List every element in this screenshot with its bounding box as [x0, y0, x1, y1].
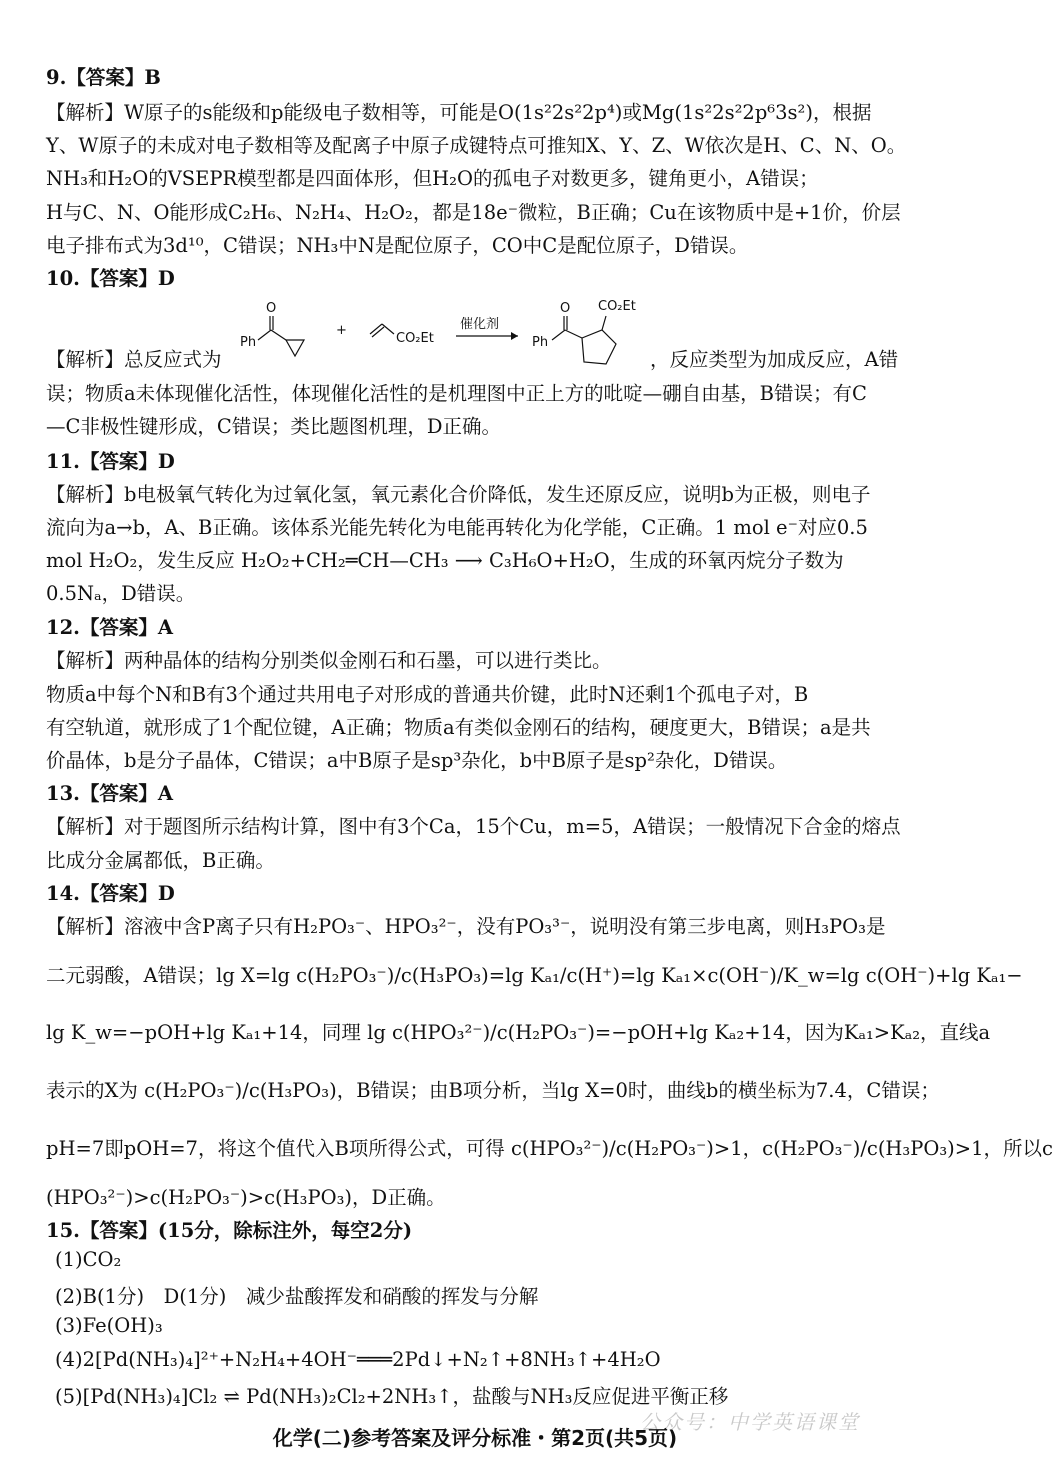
q13-analysis-line-1: 【解析】对于题图所示结构计算，图中有3个Ca，15个Cu，m=5，A错误；一般情况下合金的熔点	[46, 815, 901, 838]
q15-answer-2: (2)B(1分) D(1分) 减少盐酸挥发和硝酸的挥发与分解	[55, 1285, 539, 1308]
q12-analysis-line-2: 物质a中每个N和B有3个通过共用电子对形成的普通共价键，此时N还剩1个孤电子对，B	[46, 683, 809, 706]
cyclopropyl-ketone-structure	[240, 301, 304, 356]
q12-analysis-line-3: 有空轨道，就形成了1个配位键，A正确；物质a有类似金刚石的结构，硬度更大，B错误；a是共	[46, 716, 871, 739]
q12-answer-heading: 12.【答案】A	[46, 616, 174, 639]
q9-analysis-line-5: 电子排布式为3d¹⁰，C错误；NH₃中N是配位原子，CO中C是配位原子，D错误。	[46, 234, 749, 257]
q15-answer-heading: 15.【答案】(15分，除标注外，每空2分)	[46, 1219, 413, 1242]
q11-analysis-line-2: 流向为a→b，A、B正确。该体系光能先转化为电能再转化为化学能，C正确。1 mol e⁻对应0.5	[46, 516, 868, 539]
rxn-co2et2: CO₂Et	[598, 299, 636, 314]
q14-answer-heading: 14.【答案】D	[46, 882, 175, 905]
q14-analysis-line-6: (HPO₃²⁻)>c(H₂PO₃⁻)>c(H₃PO₃)，D正确。	[46, 1186, 446, 1209]
q15-answer-4: (4)2[Pd(NH₃)₄]²⁺+N₂H₄+4OH⁻═══2Pd↓+N₂↑+8NH₃↑+4H₂O	[55, 1348, 661, 1371]
q11-analysis-line-4: 0.5Nₐ，D错误。	[46, 582, 196, 605]
q9-analysis-line-2: Y、W原子的未成对电子数相等及配离子中原子成键特点可推知X、Y、Z、W依次是H、C、N、O。	[46, 134, 907, 157]
q11-analysis-line-1: 【解析】b电极氧气转化为过氧化氢，氧元素化合价降低，发生还原反应，说明b为正极，则电子	[46, 483, 871, 506]
page-footer: 化学(二)参考答案及评分标准・第2页(共5页)	[272, 1426, 678, 1450]
q14-analysis-line-4: 表示的X为 c(H₂PO₃⁻)/c(H₃PO₃)，B错误；由B项分析，当lg X=0时，曲线b的横坐标为7.4，C错误；	[46, 1079, 940, 1102]
cyclopropane-ring	[286, 340, 304, 356]
q14-analysis-line-3: lg K_w=−pOH+lg Kₐ₁+14，同理 lg c(HPO₃²⁻)/c(H₂PO₃⁻)=−pOH+lg Kₐ₂+14，因为Kₐ₁>Kₐ₂，直线a	[46, 1021, 991, 1044]
q15-answer-1: (1)CO₂	[55, 1248, 122, 1271]
product-structure	[532, 299, 636, 364]
q10-answer-heading: 10.【答案】D	[46, 267, 175, 290]
q9-analysis-line-3: NH₃和H₂O的VSEPR模型都是四面体形，但H₂O的孤电子对数更多，键角更小，A错误；	[46, 167, 819, 190]
q11-analysis-line-3: mol H₂O₂，发生反应 H₂O₂+CH₂═CH—CH₃ ⟶ C₃H₆O+H₂O，生成的环氧丙烷分子数为	[46, 549, 844, 572]
rxn-plus: +	[336, 323, 347, 338]
rxn-ph1: Ph	[240, 335, 257, 350]
rxn-co2et1: CO₂Et	[396, 331, 434, 346]
q10-analysis-line-3: —C非极性键形成，C错误；类比题图机理，D正确。	[46, 415, 501, 438]
arrow-head	[511, 332, 518, 340]
q12-analysis-line-1: 【解析】两种晶体的结构分别类似金刚石和石墨，可以进行类比。	[46, 649, 612, 672]
rxn-o2: O	[560, 301, 571, 316]
q12-analysis-line-4: 价晶体，b是分子晶体，C错误；a中B原子是sp³杂化，b中B原子是sp²杂化，D错误。	[46, 749, 788, 772]
q10-analysis-line-2: 误；物质a未体现催化活性，体现催化活性的是机理图中正上方的吡啶—硼自由基，B错误；有C	[46, 382, 867, 405]
q13-analysis-line-2: 比成分金属都低，B正确。	[46, 849, 275, 872]
acrylate-structure	[370, 324, 434, 346]
q14-analysis-line-1: 【解析】溶液中含P离子只有H₂PO₃⁻、HPO₃²⁻，没有PO₃³⁻，说明没有第三步电离，则H₃PO₃是	[46, 915, 886, 938]
q9-answer-heading: 9.【答案】B	[46, 66, 161, 89]
watermark: 公众号：中学英语课堂	[640, 1410, 860, 1434]
rxn-o1: O	[266, 301, 277, 316]
q15-answer-3: (3)Fe(OH)₃	[55, 1314, 163, 1337]
q10-analysis-line-1: ，反应类型为加成反应，A错	[650, 348, 899, 371]
q11-answer-heading: 11.【答案】D	[46, 450, 175, 473]
cyclopentane-ring	[582, 330, 616, 364]
rxn-catalyst: 催化剂	[460, 317, 500, 332]
q14-analysis-line-5: pH=7即pOH=7，将这个值代入B项所得公式，可得 c(HPO₃²⁻)/c(H₂PO₃⁻)>1，c(H₂PO₃⁻)/c(H₃PO₃)>1，所以c	[46, 1137, 1053, 1160]
rxn-ph2: Ph	[532, 335, 549, 350]
q13-answer-heading: 13.【答案】A	[46, 782, 174, 805]
q9-analysis-line-4: H与C、N、O能形成C₂H₆、N₂H₄、H₂O₂，都是18e⁻微粒，B正确；Cu在该物质中是+1价，价层	[46, 201, 901, 224]
reaction-scheme	[232, 294, 652, 374]
q14-analysis-line-2: 二元弱酸，A错误；lg X=lg c(H₂PO₃⁻)/c(H₃PO₃)=lg Kₐ₁/c(H⁺)=lg Kₐ₁×c(OH⁻)/K_w=lg c(OH⁻)+lg Kₐ₁−	[46, 964, 1023, 987]
q10-analysis-prefix: 【解析】总反应式为	[46, 348, 222, 371]
q9-analysis-line-1: 【解析】W原子的s能级和p能级电子数相等，可能是O(1s²2s²2p⁴)或Mg(1s²2s²2p⁶3s²)，根据	[46, 101, 872, 124]
q15-answer-5: (5)[Pd(NH₃)₄]Cl₂ ⇌ Pd(NH₃)₂Cl₂+2NH₃↑，盐酸与NH₃反应促进平衡正移	[55, 1385, 729, 1408]
